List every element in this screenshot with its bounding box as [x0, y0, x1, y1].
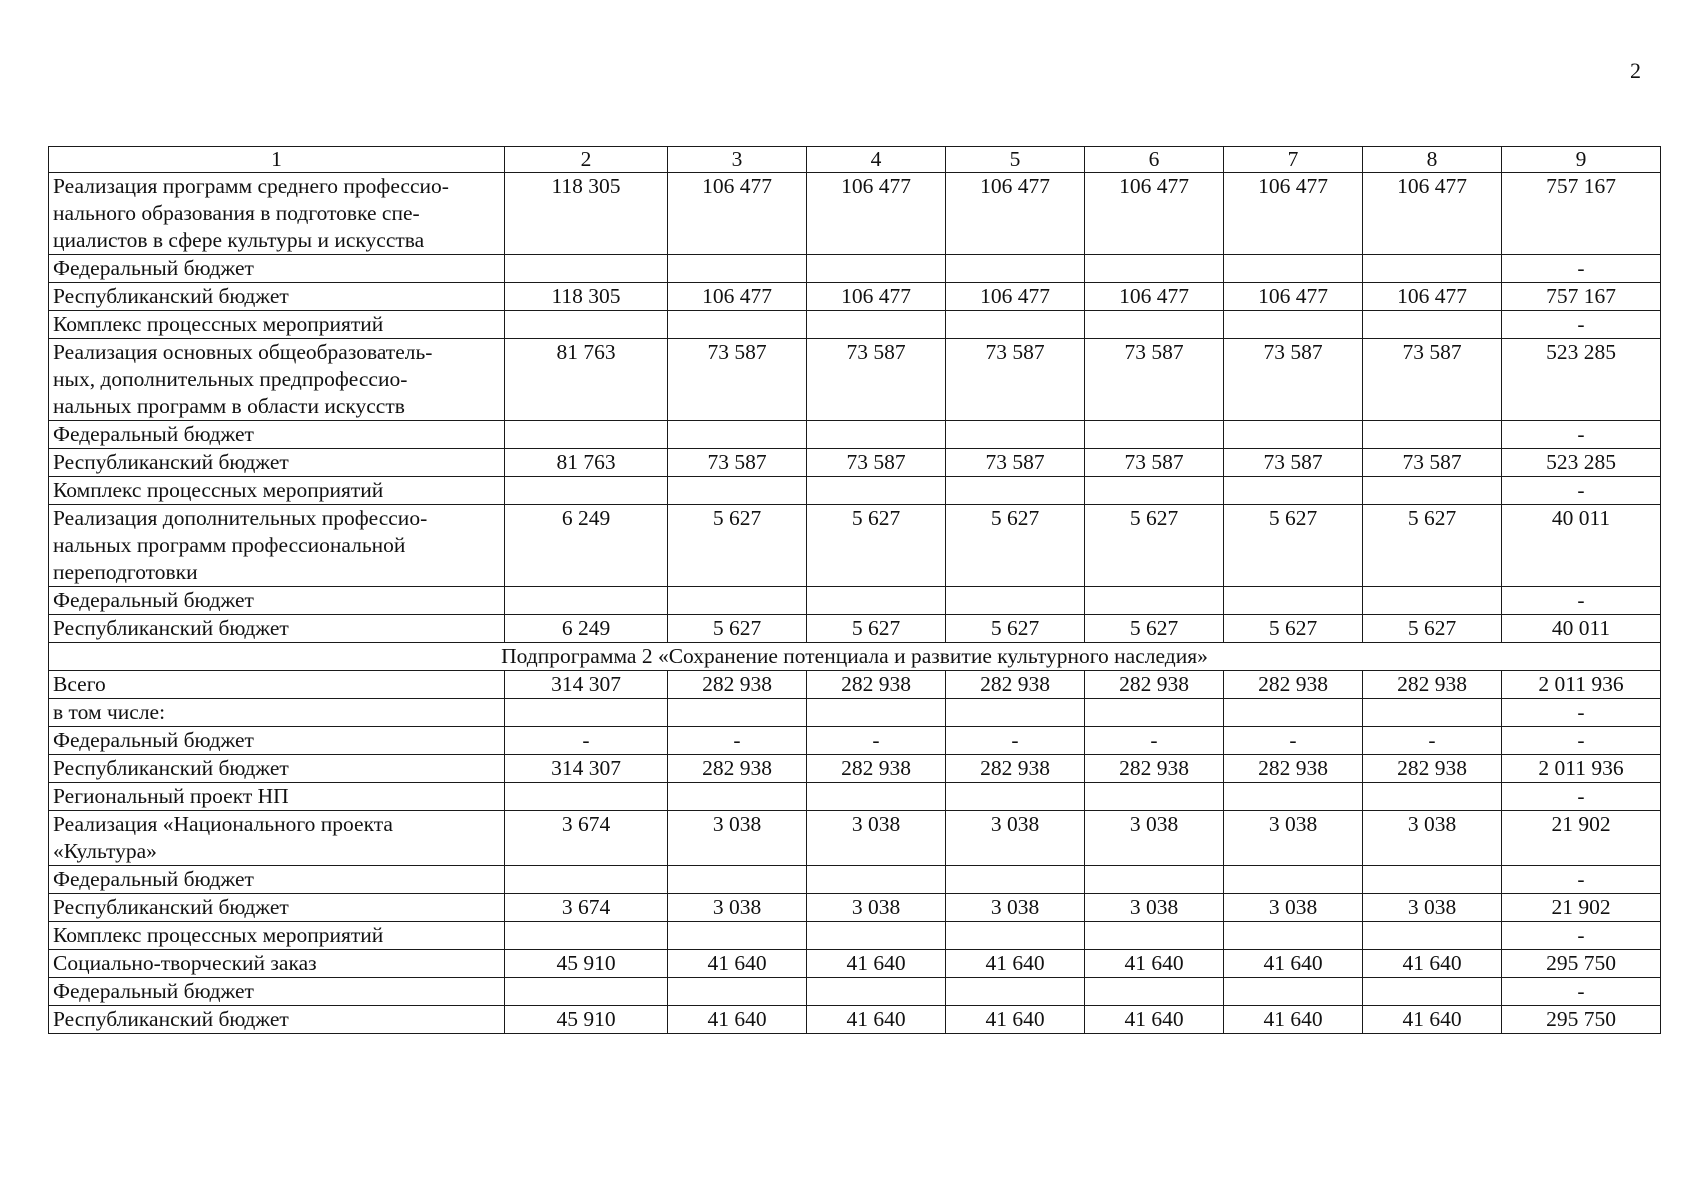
value-cell-col-8	[1363, 783, 1502, 811]
value-cell-col-6	[1085, 922, 1224, 950]
value-cell-col-5: 282 938	[946, 755, 1085, 783]
value-cell-col-5: 3 038	[946, 811, 1085, 866]
value-cell-col-8	[1363, 587, 1502, 615]
value-cell-col-7	[1224, 477, 1363, 505]
table-row	[49, 339, 1661, 421]
value-cell-col-4	[807, 978, 946, 1006]
value-cell-col-3	[668, 421, 807, 449]
row-label: Республиканский бюджет	[49, 615, 505, 643]
value-cell-col-7: -	[1224, 727, 1363, 755]
value-cell-col-9: 21 902	[1502, 894, 1661, 922]
value-cell-col-8: 73 587	[1363, 339, 1502, 421]
table-row	[49, 894, 1661, 922]
table-row	[49, 505, 1661, 587]
value-cell-col-5: 5 627	[946, 615, 1085, 643]
subprogram-heading-row	[49, 643, 1661, 671]
value-cell-col-9: -	[1502, 978, 1661, 1006]
value-cell-col-4: 41 640	[807, 950, 946, 978]
page-number: 2	[1630, 58, 1641, 83]
value-cell-col-8: 5 627	[1363, 505, 1502, 587]
row-label-line: Реализация программ среднего профессио-	[53, 174, 449, 198]
value-cell-col-9: -	[1502, 255, 1661, 283]
value-cell-col-4: -	[807, 727, 946, 755]
row-label: Комплекс процессных мероприятий	[49, 311, 505, 339]
table-row	[49, 421, 1661, 449]
table-row	[49, 866, 1661, 894]
budget-table	[48, 146, 1661, 1034]
value-cell-col-4: 73 587	[807, 449, 946, 477]
row-label: Комплекс процессных мероприятий	[49, 477, 505, 505]
row-label: Федеральный бюджет	[49, 255, 505, 283]
value-cell-col-8: 282 938	[1363, 755, 1502, 783]
value-cell-col-8: -	[1363, 727, 1502, 755]
value-cell-col-9: -	[1502, 922, 1661, 950]
row-label-line: ных, дополнительных предпрофессио-	[53, 367, 408, 391]
value-cell-col-3: 41 640	[668, 950, 807, 978]
value-cell-col-2: 3 674	[505, 894, 668, 922]
value-cell-col-2: 3 674	[505, 811, 668, 866]
budget-table-body	[49, 147, 1661, 1034]
value-cell-col-6	[1085, 866, 1224, 894]
value-cell-col-3	[668, 587, 807, 615]
row-label: Региональный проект НП	[49, 783, 505, 811]
value-cell-col-8: 106 477	[1363, 283, 1502, 311]
value-cell-col-2	[505, 311, 668, 339]
value-cell-col-8	[1363, 421, 1502, 449]
value-cell-col-7	[1224, 311, 1363, 339]
table-row	[49, 587, 1661, 615]
row-label-line: Реализация основных общеобразователь-	[53, 340, 433, 364]
value-cell-col-7: 73 587	[1224, 339, 1363, 421]
value-cell-col-2: 45 910	[505, 950, 668, 978]
value-cell-col-4: 3 038	[807, 811, 946, 866]
value-cell-col-4	[807, 477, 946, 505]
row-label-line: нальных программ профессиональной	[53, 533, 406, 557]
value-cell-col-3	[668, 783, 807, 811]
row-label: Республиканский бюджет	[49, 755, 505, 783]
value-cell-col-8: 5 627	[1363, 615, 1502, 643]
value-cell-col-6	[1085, 978, 1224, 1006]
value-cell-col-7	[1224, 922, 1363, 950]
value-cell-col-5	[946, 421, 1085, 449]
value-cell-col-7: 41 640	[1224, 950, 1363, 978]
value-cell-col-5: 106 477	[946, 283, 1085, 311]
row-label: Республиканский бюджет	[49, 449, 505, 477]
row-label	[49, 811, 505, 866]
value-cell-col-3	[668, 978, 807, 1006]
value-cell-col-8: 73 587	[1363, 449, 1502, 477]
column-number-2: 2	[505, 147, 668, 173]
value-cell-col-6: 73 587	[1085, 339, 1224, 421]
value-cell-col-9: -	[1502, 727, 1661, 755]
value-cell-col-3: 3 038	[668, 894, 807, 922]
value-cell-col-5	[946, 978, 1085, 1006]
value-cell-col-6: -	[1085, 727, 1224, 755]
value-cell-col-3: 73 587	[668, 339, 807, 421]
value-cell-col-3	[668, 255, 807, 283]
value-cell-col-8: 282 938	[1363, 671, 1502, 699]
value-cell-col-6: 3 038	[1085, 811, 1224, 866]
value-cell-col-6: 5 627	[1085, 505, 1224, 587]
value-cell-col-9: 40 011	[1502, 505, 1661, 587]
value-cell-col-3	[668, 922, 807, 950]
value-cell-col-7	[1224, 699, 1363, 727]
column-number-1: 1	[49, 147, 505, 173]
value-cell-col-9: 21 902	[1502, 811, 1661, 866]
value-cell-col-4	[807, 421, 946, 449]
value-cell-col-9: -	[1502, 587, 1661, 615]
value-cell-col-7: 282 938	[1224, 671, 1363, 699]
value-cell-col-6	[1085, 783, 1224, 811]
value-cell-col-5	[946, 922, 1085, 950]
value-cell-col-8: 3 038	[1363, 811, 1502, 866]
table-row	[49, 615, 1661, 643]
value-cell-col-4	[807, 587, 946, 615]
value-cell-col-8	[1363, 922, 1502, 950]
value-cell-col-6	[1085, 255, 1224, 283]
value-cell-col-5	[946, 255, 1085, 283]
value-cell-col-8	[1363, 978, 1502, 1006]
value-cell-col-9: 295 750	[1502, 1006, 1661, 1034]
value-cell-col-9: -	[1502, 699, 1661, 727]
value-cell-col-7: 5 627	[1224, 505, 1363, 587]
value-cell-col-2: 118 305	[505, 173, 668, 255]
value-cell-col-3: 282 938	[668, 755, 807, 783]
value-cell-col-4	[807, 922, 946, 950]
row-label: Социально-творческий заказ	[49, 950, 505, 978]
value-cell-col-6: 73 587	[1085, 449, 1224, 477]
table-row	[49, 1006, 1661, 1034]
value-cell-col-7	[1224, 421, 1363, 449]
row-label-line: Реализация дополнительных профессио-	[53, 506, 428, 530]
table-row	[49, 699, 1661, 727]
value-cell-col-6	[1085, 477, 1224, 505]
value-cell-col-8	[1363, 255, 1502, 283]
subprogram-heading: Подпрограмма 2 «Сохранение потенциала и развитие культурного наследия»	[49, 643, 1661, 671]
row-label-line: Реализация «Национального проекта	[53, 812, 393, 836]
value-cell-col-7	[1224, 978, 1363, 1006]
value-cell-col-5: 5 627	[946, 505, 1085, 587]
value-cell-col-2: 314 307	[505, 755, 668, 783]
value-cell-col-5: 41 640	[946, 1006, 1085, 1034]
value-cell-col-5: 106 477	[946, 173, 1085, 255]
value-cell-col-7: 3 038	[1224, 811, 1363, 866]
value-cell-col-2: -	[505, 727, 668, 755]
value-cell-col-3	[668, 699, 807, 727]
table-row	[49, 727, 1661, 755]
value-cell-col-3: 106 477	[668, 173, 807, 255]
column-number-6: 6	[1085, 147, 1224, 173]
value-cell-col-8: 3 038	[1363, 894, 1502, 922]
row-label-line: переподготовки	[53, 560, 198, 584]
value-cell-col-4	[807, 255, 946, 283]
value-cell-col-5: 41 640	[946, 950, 1085, 978]
table-row	[49, 449, 1661, 477]
table-row	[49, 755, 1661, 783]
table-row	[49, 783, 1661, 811]
value-cell-col-3	[668, 477, 807, 505]
value-cell-col-2	[505, 699, 668, 727]
row-label: Республиканский бюджет	[49, 283, 505, 311]
value-cell-col-7	[1224, 783, 1363, 811]
table-row	[49, 922, 1661, 950]
value-cell-col-9: -	[1502, 421, 1661, 449]
value-cell-col-7	[1224, 587, 1363, 615]
value-cell-col-2: 81 763	[505, 449, 668, 477]
value-cell-col-4	[807, 311, 946, 339]
value-cell-col-7: 5 627	[1224, 615, 1363, 643]
value-cell-col-5	[946, 866, 1085, 894]
row-label: Республиканский бюджет	[49, 894, 505, 922]
value-cell-col-5: 282 938	[946, 671, 1085, 699]
table-row	[49, 173, 1661, 255]
value-cell-col-4: 282 938	[807, 671, 946, 699]
value-cell-col-5: -	[946, 727, 1085, 755]
value-cell-col-9: -	[1502, 783, 1661, 811]
table-row	[49, 311, 1661, 339]
row-label: Федеральный бюджет	[49, 587, 505, 615]
table-row	[49, 477, 1661, 505]
value-cell-col-5: 73 587	[946, 339, 1085, 421]
table-row	[49, 950, 1661, 978]
value-cell-col-9: -	[1502, 477, 1661, 505]
value-cell-col-9: 523 285	[1502, 339, 1661, 421]
value-cell-col-8	[1363, 477, 1502, 505]
value-cell-col-6: 282 938	[1085, 755, 1224, 783]
value-cell-col-7: 3 038	[1224, 894, 1363, 922]
value-cell-col-2: 6 249	[505, 505, 668, 587]
value-cell-col-6	[1085, 699, 1224, 727]
row-label: в том числе:	[49, 699, 505, 727]
value-cell-col-8	[1363, 311, 1502, 339]
value-cell-col-4	[807, 783, 946, 811]
value-cell-col-2	[505, 978, 668, 1006]
value-cell-col-2: 6 249	[505, 615, 668, 643]
value-cell-col-5	[946, 477, 1085, 505]
value-cell-col-3: 41 640	[668, 1006, 807, 1034]
row-label: Федеральный бюджет	[49, 421, 505, 449]
column-number-5: 5	[946, 147, 1085, 173]
row-label: Федеральный бюджет	[49, 978, 505, 1006]
value-cell-col-2	[505, 922, 668, 950]
value-cell-col-2	[505, 255, 668, 283]
value-cell-col-3	[668, 311, 807, 339]
row-label: Всего	[49, 671, 505, 699]
row-label	[49, 173, 505, 255]
value-cell-col-3: 5 627	[668, 505, 807, 587]
value-cell-col-9: 2 011 936	[1502, 671, 1661, 699]
value-cell-col-5: 73 587	[946, 449, 1085, 477]
row-label-line: нального образования в подготовке спе-	[53, 201, 420, 225]
column-number-row	[49, 147, 1661, 173]
value-cell-col-8: 106 477	[1363, 173, 1502, 255]
value-cell-col-6	[1085, 311, 1224, 339]
value-cell-col-5	[946, 699, 1085, 727]
value-cell-col-6	[1085, 587, 1224, 615]
value-cell-col-6: 3 038	[1085, 894, 1224, 922]
row-label-line: циалистов в сфере культуры и искусства	[53, 228, 425, 252]
value-cell-col-3: 3 038	[668, 811, 807, 866]
value-cell-col-2	[505, 866, 668, 894]
value-cell-col-3: 106 477	[668, 283, 807, 311]
row-label	[49, 339, 505, 421]
value-cell-col-4: 5 627	[807, 505, 946, 587]
value-cell-col-5	[946, 311, 1085, 339]
value-cell-col-7: 106 477	[1224, 173, 1363, 255]
value-cell-col-7	[1224, 866, 1363, 894]
value-cell-col-6: 106 477	[1085, 283, 1224, 311]
value-cell-col-7: 41 640	[1224, 1006, 1363, 1034]
value-cell-col-3: 5 627	[668, 615, 807, 643]
value-cell-col-6	[1085, 421, 1224, 449]
column-number-8: 8	[1363, 147, 1502, 173]
row-label-line: нальных программ в области искусств	[53, 394, 405, 418]
value-cell-col-3	[668, 866, 807, 894]
value-cell-col-4	[807, 699, 946, 727]
table-row	[49, 255, 1661, 283]
value-cell-col-6: 5 627	[1085, 615, 1224, 643]
value-cell-col-6: 41 640	[1085, 1006, 1224, 1034]
value-cell-col-2	[505, 587, 668, 615]
value-cell-col-9: 757 167	[1502, 283, 1661, 311]
value-cell-col-6: 282 938	[1085, 671, 1224, 699]
value-cell-col-4: 3 038	[807, 894, 946, 922]
row-label: Республиканский бюджет	[49, 1006, 505, 1034]
row-label: Федеральный бюджет	[49, 866, 505, 894]
value-cell-col-4: 106 477	[807, 173, 946, 255]
value-cell-col-7: 282 938	[1224, 755, 1363, 783]
value-cell-col-4: 41 640	[807, 1006, 946, 1034]
value-cell-col-5	[946, 587, 1085, 615]
value-cell-col-6: 106 477	[1085, 173, 1224, 255]
value-cell-col-2	[505, 477, 668, 505]
value-cell-col-8: 41 640	[1363, 950, 1502, 978]
value-cell-col-9: 295 750	[1502, 950, 1661, 978]
column-number-9: 9	[1502, 147, 1661, 173]
value-cell-col-5	[946, 783, 1085, 811]
value-cell-col-4	[807, 866, 946, 894]
row-label: Комплекс процессных мероприятий	[49, 922, 505, 950]
value-cell-col-2: 81 763	[505, 339, 668, 421]
value-cell-col-8	[1363, 699, 1502, 727]
value-cell-col-9: -	[1502, 311, 1661, 339]
value-cell-col-7	[1224, 255, 1363, 283]
table-row	[49, 283, 1661, 311]
value-cell-col-9: -	[1502, 866, 1661, 894]
value-cell-col-4: 282 938	[807, 755, 946, 783]
value-cell-col-8: 41 640	[1363, 1006, 1502, 1034]
value-cell-col-2	[505, 421, 668, 449]
column-number-4: 4	[807, 147, 946, 173]
value-cell-col-3: 282 938	[668, 671, 807, 699]
table-row	[49, 811, 1661, 866]
table-row	[49, 978, 1661, 1006]
table-row	[49, 671, 1661, 699]
value-cell-col-9: 523 285	[1502, 449, 1661, 477]
value-cell-col-3: -	[668, 727, 807, 755]
value-cell-col-9: 757 167	[1502, 173, 1661, 255]
value-cell-col-2: 45 910	[505, 1006, 668, 1034]
value-cell-col-4: 5 627	[807, 615, 946, 643]
value-cell-col-3: 73 587	[668, 449, 807, 477]
value-cell-col-5: 3 038	[946, 894, 1085, 922]
row-label	[49, 505, 505, 587]
value-cell-col-8	[1363, 866, 1502, 894]
value-cell-col-4: 73 587	[807, 339, 946, 421]
value-cell-col-2: 314 307	[505, 671, 668, 699]
value-cell-col-7: 106 477	[1224, 283, 1363, 311]
value-cell-col-6: 41 640	[1085, 950, 1224, 978]
value-cell-col-4: 106 477	[807, 283, 946, 311]
column-number-3: 3	[668, 147, 807, 173]
column-number-7: 7	[1224, 147, 1363, 173]
value-cell-col-9: 40 011	[1502, 615, 1661, 643]
row-label-line: «Культура»	[53, 839, 157, 863]
value-cell-col-2	[505, 783, 668, 811]
value-cell-col-9: 2 011 936	[1502, 755, 1661, 783]
value-cell-col-7: 73 587	[1224, 449, 1363, 477]
value-cell-col-2: 118 305	[505, 283, 668, 311]
row-label: Федеральный бюджет	[49, 727, 505, 755]
